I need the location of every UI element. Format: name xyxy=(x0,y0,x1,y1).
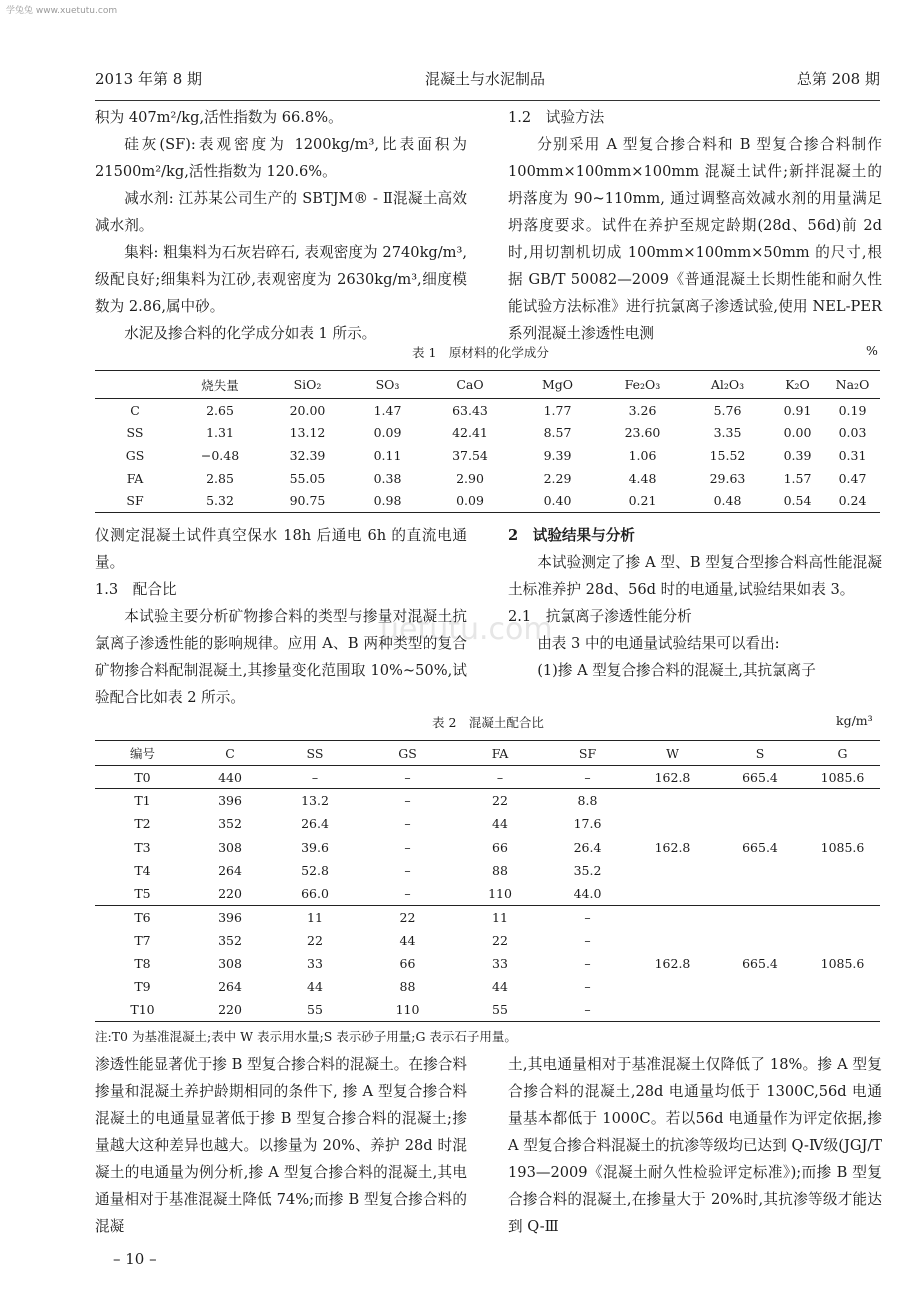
table2-header-cell: 编号 xyxy=(129,746,155,761)
para-test-method: 分别采用 A 型复合掺合料和 B 型复合掺合料制作 100mm×100mm×100mm 混凝土试件;新拌混凝土的坍落度为 90~110mm, 通过调整高效减水剂的用量满足坍落度要求。试件在养护至规定龄期(28d、56d)前 2d 时,用切割机切成 100mm×100mm×50mm 的尺寸,根据 GB/T 50082—2009《普通混凝土长期性能和耐久性能试验方法标准》进行抗氯离子渗透试验,使用 NEL-PER 系列混凝土渗透性电测 xyxy=(508,136,882,342)
table1-cell: 1.77 xyxy=(543,402,572,418)
table1-cell: 0.47 xyxy=(838,470,867,486)
table1-cell: 0.11 xyxy=(373,447,402,463)
para-analysis-right: 土,其电通量相对于基准混凝土仅降低了 18%。掺 A 型复合掺合料的混凝土,28d 电通量均低于 1300C,56d 电通量基本都低于 1000C。若以56d 电通量作为评定依据,掺 A 型复合掺合料混凝土的抗渗等级均已达到 Q-Ⅳ级(JGJ/T 193—2009《混凝土耐久性检验评定标准》);而掺 B 型复合掺合料的混凝土,在掺量大于 20%时,其抗渗等级才能达到 Q-Ⅲ xyxy=(508,1056,882,1235)
table1-cell: 15.52 xyxy=(709,447,746,463)
table1-cell: 1.31 xyxy=(206,425,234,441)
table1-cell: 0.48 xyxy=(713,493,742,509)
table1-cell: 2.85 xyxy=(206,470,234,486)
table2-cell: 396 xyxy=(218,909,242,925)
table2-cell: – xyxy=(404,769,411,785)
table1-cell: 3.35 xyxy=(713,425,742,441)
table1-header-cell: Al₂O₃ xyxy=(710,377,745,392)
table1-cell: 1.47 xyxy=(373,402,402,418)
table1-cell: 0.38 xyxy=(373,470,402,486)
table1-header-cell: Fe₂O₃ xyxy=(624,377,661,392)
table2-cell: 44 xyxy=(399,932,416,948)
table1-unit: % xyxy=(866,343,878,358)
table2-cell: 44 xyxy=(307,979,323,995)
table2-cell: 665.4 xyxy=(742,769,778,785)
table2-cell: T4 xyxy=(134,862,151,878)
table2-shared-cell: 162.8 xyxy=(654,956,691,972)
table2-row xyxy=(95,789,880,812)
table1-cell: 1.06 xyxy=(628,447,657,463)
table2-cell: – xyxy=(584,1002,591,1018)
para-silica-fume: 硅灰(SF):表观密度为 1200kg/m³,比表面积为 21500m²/kg,活性指数为 120.6%。 xyxy=(95,136,467,180)
table2-caption: 表 2 混凝土配合比 xyxy=(432,715,544,730)
table1 xyxy=(95,370,880,513)
para-fa-surface: 积为 407m²/kg,活性指数为 66.8%。 xyxy=(95,109,343,126)
table1-cell: 0.91 xyxy=(783,402,812,418)
table1-body xyxy=(95,399,880,513)
table2-row-base xyxy=(95,766,880,789)
right-column-top xyxy=(508,104,882,347)
table1-cell: 0.00 xyxy=(783,425,812,441)
table1-cell: 63.43 xyxy=(452,402,488,418)
table1-cell: 90.75 xyxy=(289,493,326,509)
table1-header-row xyxy=(95,371,880,399)
table2-cell: 220 xyxy=(218,1002,242,1018)
table2-shared-cell: 665.4 xyxy=(742,839,778,855)
table2-cell: 35.2 xyxy=(573,862,602,878)
table2-cell: – xyxy=(584,769,591,785)
table2-cell: 396 xyxy=(218,793,242,809)
table2-cell: T2 xyxy=(134,816,151,832)
table2-cell: 33 xyxy=(307,956,323,972)
table2-cell: 39.6 xyxy=(301,839,329,855)
table2-cell: T10 xyxy=(130,1002,155,1018)
table2-cell: – xyxy=(404,862,411,878)
table1-cell: C xyxy=(130,402,140,418)
table2-note: 注:T0 为基准混凝土;表中 W 表示用水量;S 表示砂子用量;G 表示石子用量。 xyxy=(95,1029,517,1044)
table2-cell: T6 xyxy=(134,909,151,925)
table1-header-cell xyxy=(95,371,175,399)
heading-mix-ratio: 1.3 配合比 xyxy=(95,581,177,598)
table2-shared-cell: 162.8 xyxy=(654,839,691,855)
table1-row xyxy=(95,444,880,467)
table1-cell: 0.39 xyxy=(783,447,812,463)
heading-results: 2 试验结果与分析 xyxy=(508,527,635,544)
table2-body xyxy=(95,766,880,1022)
table1-header-cell: CaO xyxy=(456,377,484,392)
table1-cell: 4.48 xyxy=(628,470,657,486)
table1-header-cell: K₂O xyxy=(785,377,810,392)
right-column-mid xyxy=(508,522,882,684)
table2-cell: 264 xyxy=(218,979,242,995)
table2-cell: T7 xyxy=(134,932,151,948)
table2-cell: T1 xyxy=(134,793,151,809)
right-column-bottom xyxy=(508,1051,882,1240)
table1-cell: 2.65 xyxy=(206,402,234,418)
table2-cell: 110 xyxy=(395,1002,420,1018)
table1-header-cell: 烧失量 xyxy=(201,377,239,393)
table2-cell: 352 xyxy=(218,932,242,948)
table2-cell: 162.8 xyxy=(654,769,691,785)
table2-cell: 220 xyxy=(218,885,242,901)
table2-cell: 1085.6 xyxy=(820,769,865,785)
para-table3-ref: 由表 3 中的电通量试验结果可以看出: xyxy=(537,635,780,652)
table1-cell: 29.63 xyxy=(709,470,746,486)
table1-cell: 0.09 xyxy=(456,493,484,509)
table1-cell: 2.90 xyxy=(456,470,484,486)
table2-cell: – xyxy=(404,839,411,855)
table1-cell: GS xyxy=(125,447,145,463)
table2-cell: 8.8 xyxy=(577,793,598,809)
table2-cell: T9 xyxy=(134,979,151,995)
table2-row xyxy=(95,905,880,928)
table2-cell: T0 xyxy=(134,769,151,785)
table1-cell: 8.57 xyxy=(543,425,572,441)
table2-cell: – xyxy=(404,885,411,901)
table1-row xyxy=(95,421,880,444)
table2-shared-cell: 1085.6 xyxy=(820,956,865,972)
table2-cell: 352 xyxy=(218,816,242,832)
table2-cell: 308 xyxy=(218,956,242,972)
table1-cell: 0.19 xyxy=(838,402,867,418)
table2-cell: T8 xyxy=(134,956,151,972)
table1-cell: 37.54 xyxy=(452,447,488,463)
table1-cell: 23.60 xyxy=(624,425,661,441)
para-results: 本试验测定了掺 A 型、B 型复合型掺合料高性能混凝土标准养护 28d、56d 时的电通量,试验结果如表 3。 xyxy=(508,554,882,598)
table2-cell: 22 xyxy=(307,932,323,948)
page-number: – 10 – xyxy=(113,1250,157,1268)
table2-header-cell: GS xyxy=(398,745,417,761)
table2 xyxy=(95,740,880,1022)
table1-cell: 0.98 xyxy=(373,493,402,509)
table2-cell: 44 xyxy=(492,979,508,995)
table1-cell: 0.40 xyxy=(543,493,572,509)
table1-cell: 2.29 xyxy=(543,470,572,486)
table1-cell: SF xyxy=(126,493,144,509)
table2-cell: – xyxy=(404,816,411,832)
table1-row xyxy=(95,467,880,490)
table2-cell: 308 xyxy=(218,839,242,855)
table2-header-cell: SS xyxy=(306,745,324,761)
table1-cell: 5.32 xyxy=(206,493,234,509)
table2-cell: 66 xyxy=(492,839,508,855)
table1-cell: 0.54 xyxy=(783,493,812,509)
table2-cell: 440 xyxy=(218,769,242,785)
para-table1-ref: 水泥及掺合料的化学成分如表 1 所示。 xyxy=(124,325,377,342)
total-issue: 总第 208 期 xyxy=(796,70,880,88)
table2-cell: – xyxy=(496,769,504,785)
table1-cell: 0.09 xyxy=(373,425,402,441)
left-column-bottom xyxy=(95,1051,467,1240)
table1-cell: 0.03 xyxy=(838,425,867,441)
table2-cell: 17.6 xyxy=(573,816,602,832)
table2-cell: 66 xyxy=(399,956,416,972)
table2-cell: 44 xyxy=(492,816,508,832)
site-watermark: 学兔兔 www.xuetutu.com xyxy=(6,6,118,16)
table2-header-row xyxy=(95,741,880,766)
table2-cell: 110 xyxy=(488,885,512,901)
para-point1: (1)掺 A 型复合掺合料的混凝土,其抗氯离子 xyxy=(537,662,816,679)
table1-header-cell: SO₃ xyxy=(375,377,400,392)
table1-cell: 55.05 xyxy=(289,470,326,486)
table2-cell: T3 xyxy=(134,839,151,855)
journal-title: 混凝土与水泥制品 xyxy=(425,70,546,88)
table2-cell: 52.8 xyxy=(301,862,329,878)
heading-chloride-analysis: 2.1 抗氯离子渗透性能分析 xyxy=(508,608,692,625)
table1-cell: 20.00 xyxy=(289,402,326,418)
table2-header-cell: S xyxy=(755,745,765,761)
table2-cell: 22 xyxy=(399,909,416,925)
table1-cell: 0.31 xyxy=(838,447,867,463)
table1-header-cell: Na₂O xyxy=(835,377,870,392)
table1-cell: 0.24 xyxy=(838,493,867,509)
table2-cell: 55 xyxy=(492,1002,508,1018)
table2-cell: 55 xyxy=(307,1002,323,1018)
table2-header-cell: W xyxy=(666,745,679,761)
table2-cell: 22 xyxy=(492,793,508,809)
para-mix-ratio: 本试验主要分析矿物掺合料的类型与掺量对混凝土抗氯离子渗透性能的影响规律。应用 A、B 两种类型的复合矿物掺合料配制混凝土,其掺量变化范围取 10%~50%,试验配合比如表 2 所示。 xyxy=(95,608,467,706)
issue-label: 2013 年第 8 期 xyxy=(95,70,203,88)
header-rule xyxy=(95,100,880,101)
table1-cell: FA xyxy=(126,470,144,486)
table2-header-cell: SF xyxy=(578,745,597,761)
table2-cell: – xyxy=(311,769,319,785)
table2-header-cell: G xyxy=(837,745,848,761)
table2-cell: 264 xyxy=(218,862,242,878)
table2-header-cell: FA xyxy=(491,745,509,761)
table2-cell: – xyxy=(404,793,411,809)
table2-cell: 26.4 xyxy=(301,816,329,832)
table2-cell: 88 xyxy=(399,979,416,995)
para-flux-measure: 仪测定混凝土试件真空保水 18h 后通电 6h 的直流电通量。 xyxy=(95,527,467,571)
table1-header-cell: MgO xyxy=(541,377,574,392)
running-header xyxy=(95,68,880,92)
table2-shared-cell: 1085.6 xyxy=(820,839,865,855)
table2-cell: 26.4 xyxy=(573,839,602,855)
table2-cell: 11 xyxy=(307,909,323,925)
table2-cell: 11 xyxy=(492,909,508,925)
table1-row xyxy=(95,399,880,422)
table2-cell: 88 xyxy=(492,862,508,878)
table2-cell: – xyxy=(584,909,591,925)
table2-header-cell: C xyxy=(225,745,235,761)
table1-cell: 42.41 xyxy=(452,425,488,441)
table1-header-cell: SiO₂ xyxy=(293,377,322,392)
table2-cell: – xyxy=(584,956,591,972)
table1-cell: 13.12 xyxy=(289,425,326,441)
table2-cell: 66.0 xyxy=(301,885,329,901)
heading-test-method: 1.2 试验方法 xyxy=(508,109,605,126)
table1-cell: 32.39 xyxy=(289,447,326,463)
para-analysis-left: 渗透性能显著优于掺 B 型复合掺合料的混凝土。在掺合料掺量和混凝土养护龄期相同的条件下, 掺 A 型复合掺合料混凝土的电通量显著低于掺 B 型复合掺合料的混凝土;掺量越大这种差异也越大。以掺量为 20%、养护 28d 时混凝土的电通量为例分析,掺 A 型复合掺合料的混凝土,其电通量相对于基准混凝土降低 74%;而掺 B 型复合掺合料的混凝 xyxy=(95,1056,467,1235)
table1-caption: 表 1 原材料的化学成分 xyxy=(412,345,549,360)
table2-cell: T5 xyxy=(134,885,151,901)
table2-cell: – xyxy=(584,979,591,995)
center-watermark: uetutu.com xyxy=(380,612,553,647)
table1-cell: 9.39 xyxy=(543,447,572,463)
table2-shared-cell: 665.4 xyxy=(742,956,778,972)
para-aggregate: 集料: 粗集料为石灰岩碎石, 表观密度为 2740kg/m³,级配良好;细集料为江砂,表观密度为 2630kg/m³,细度模数为 2.86,属中砂。 xyxy=(95,244,467,315)
table2-cell: 13.2 xyxy=(301,793,329,809)
table1-cell: 5.76 xyxy=(713,402,742,418)
table2-cell: 22 xyxy=(492,932,508,948)
left-column-mid xyxy=(95,522,467,711)
table1-cell: 3.26 xyxy=(628,402,657,418)
para-water-reducer: 减水剂: 江苏某公司生产的 SBTJM® - Ⅱ混凝土高效减水剂。 xyxy=(95,190,467,234)
table1-cell: SS xyxy=(126,425,144,441)
table2-cell: – xyxy=(584,932,591,948)
table1-row xyxy=(95,490,880,513)
table1-cell: 1.57 xyxy=(783,470,812,486)
table2-unit: kg/m³ xyxy=(836,713,873,728)
table1-cell: −0.48 xyxy=(200,447,240,463)
table2-cell: 33 xyxy=(492,956,508,972)
left-column-top xyxy=(95,104,467,347)
table2-cell: 44.0 xyxy=(573,885,602,901)
table1-cell: 0.21 xyxy=(628,493,657,509)
